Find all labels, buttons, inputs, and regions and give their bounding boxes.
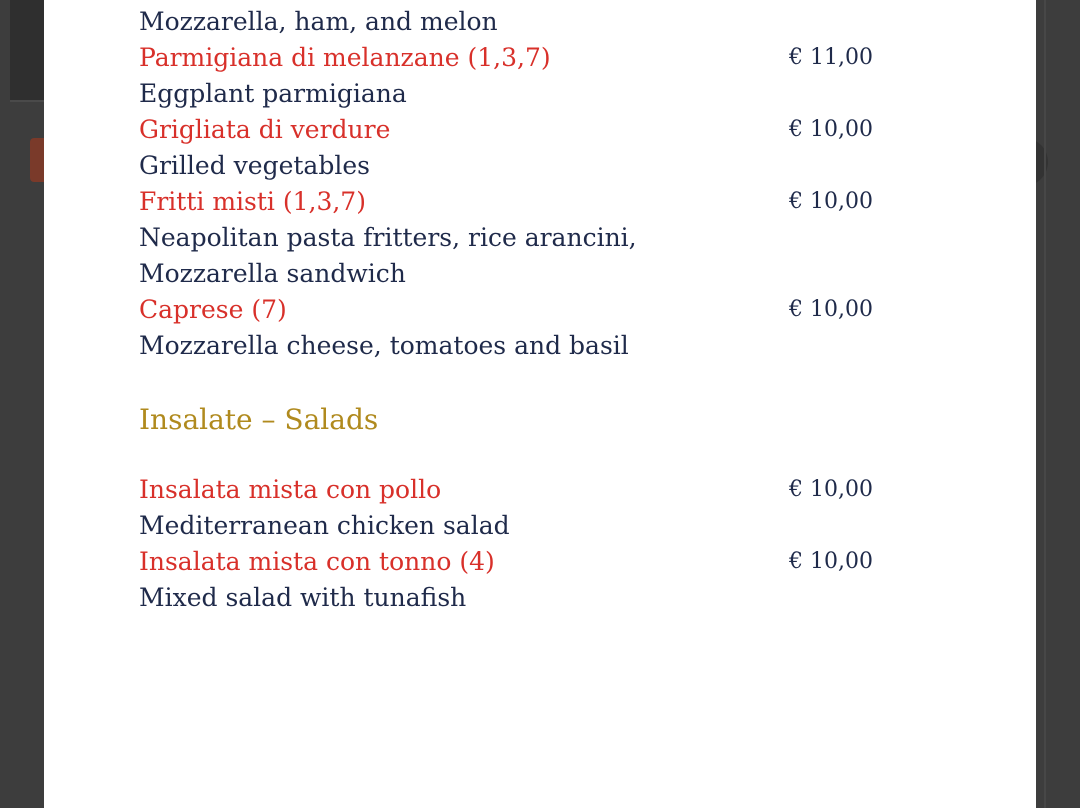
item-name: Insalata mista con tonno (4) <box>139 547 495 576</box>
menu-item <box>139 292 879 328</box>
description-text: Neapolitan pasta fritters, rice arancini, <box>139 223 637 252</box>
menu-item <box>139 112 879 148</box>
menu-item-description <box>139 508 879 544</box>
description-text: Eggplant parmigiana <box>139 79 407 108</box>
description-text: Mozzarella sandwich <box>139 259 406 288</box>
description-text: Mediterranean chicken salad <box>139 511 510 540</box>
description-text: Grilled vegetables <box>139 151 370 180</box>
item-price: € 10,00 <box>789 549 873 574</box>
item-price: € 11,00 <box>789 45 873 70</box>
menu-item-description <box>139 328 879 364</box>
item-name: Grigliata di verdure <box>139 115 391 144</box>
menu-item <box>139 184 879 220</box>
item-name: Insalata mista con pollo <box>139 475 442 504</box>
background-divider <box>10 100 46 102</box>
menu-item-description <box>139 4 879 40</box>
section-heading <box>139 402 879 438</box>
item-price: € 10,00 <box>789 117 873 142</box>
background-edge <box>1044 0 1046 808</box>
menu-item <box>139 544 879 580</box>
item-price: € 10,00 <box>789 297 873 322</box>
menu-item-description <box>139 76 879 112</box>
menu-page[interactable] <box>44 0 1036 808</box>
menu-item-description <box>139 580 879 616</box>
description-text: Mixed salad with tunafish <box>139 583 467 612</box>
item-name: Caprese (7) <box>139 295 287 324</box>
section-title: Insalate – Salads <box>139 403 379 436</box>
menu-item-description <box>139 256 879 292</box>
menu-item-description <box>139 148 879 184</box>
item-name: Parmigiana di melanzane (1,3,7) <box>139 43 551 72</box>
menu-content <box>139 0 879 612</box>
menu-item <box>139 472 879 508</box>
item-price: € 10,00 <box>789 477 873 502</box>
description-text: Mozzarella, ham, and melon <box>139 7 498 36</box>
menu-item <box>139 40 879 76</box>
menu-item-description <box>139 220 879 256</box>
item-name: Fritti misti (1,3,7) <box>139 187 366 216</box>
description-text: Mozzarella cheese, tomatoes and basil <box>139 331 629 360</box>
item-price: € 10,00 <box>789 189 873 214</box>
